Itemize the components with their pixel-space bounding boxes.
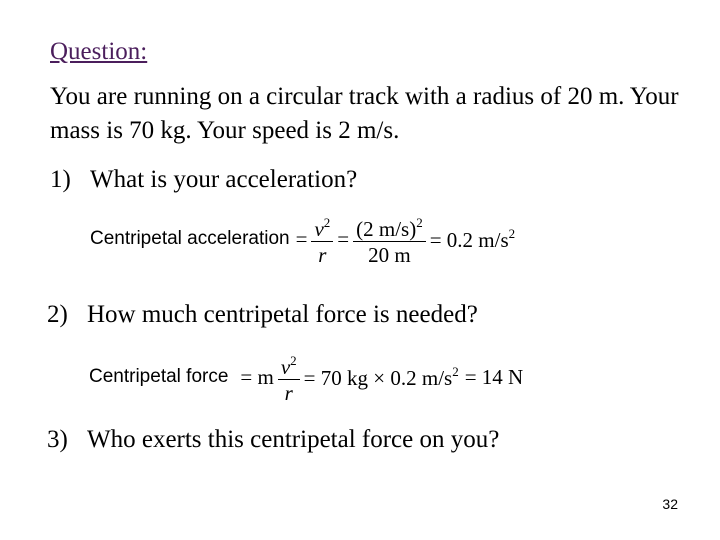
fraction-v2-over-r: $\frac{v^2}{r}$ bbox=[278, 350, 300, 404]
fraction-values: $\frac{(2 m/s)^2}{20 m}$ bbox=[353, 212, 426, 266]
equals-sign: = bbox=[295, 226, 308, 251]
force-calculation: = 70 kg × 0.2 $m/s^2$ bbox=[303, 363, 459, 390]
question-number: 1) bbox=[50, 166, 71, 193]
question-2 bbox=[47, 301, 478, 329]
acceleration-equation bbox=[90, 212, 515, 266]
acceleration-result: = 0.2 $m/s^2$ bbox=[429, 225, 516, 252]
question-1 bbox=[50, 166, 357, 194]
problem-statement: You are running on a circular track with a radius of 20 m. Your mass is 70 kg. Your speed is 2 m/s. bbox=[50, 83, 679, 144]
equals-sign: = bbox=[337, 226, 350, 251]
question-text: What is your acceleration? bbox=[90, 166, 358, 193]
question-text: How much centripetal force is needed? bbox=[87, 301, 478, 328]
force-equation bbox=[89, 350, 523, 404]
question-text: Who exerts this centripetal force on you? bbox=[87, 426, 500, 453]
fraction-v2-over-r: $\frac{v^2}{r}$ bbox=[311, 212, 333, 266]
question-3 bbox=[47, 426, 499, 454]
question-number: 2) bbox=[47, 301, 68, 328]
slide-heading: Question: bbox=[50, 38, 148, 65]
equation-label: Centripetal force bbox=[89, 366, 229, 387]
page-number: 32 bbox=[662, 496, 678, 512]
equals-m: = m bbox=[240, 364, 274, 389]
force-result: = 14 N bbox=[464, 364, 524, 389]
equation-label: Centripetal acceleration bbox=[90, 228, 290, 249]
question-number: 3) bbox=[47, 426, 68, 453]
